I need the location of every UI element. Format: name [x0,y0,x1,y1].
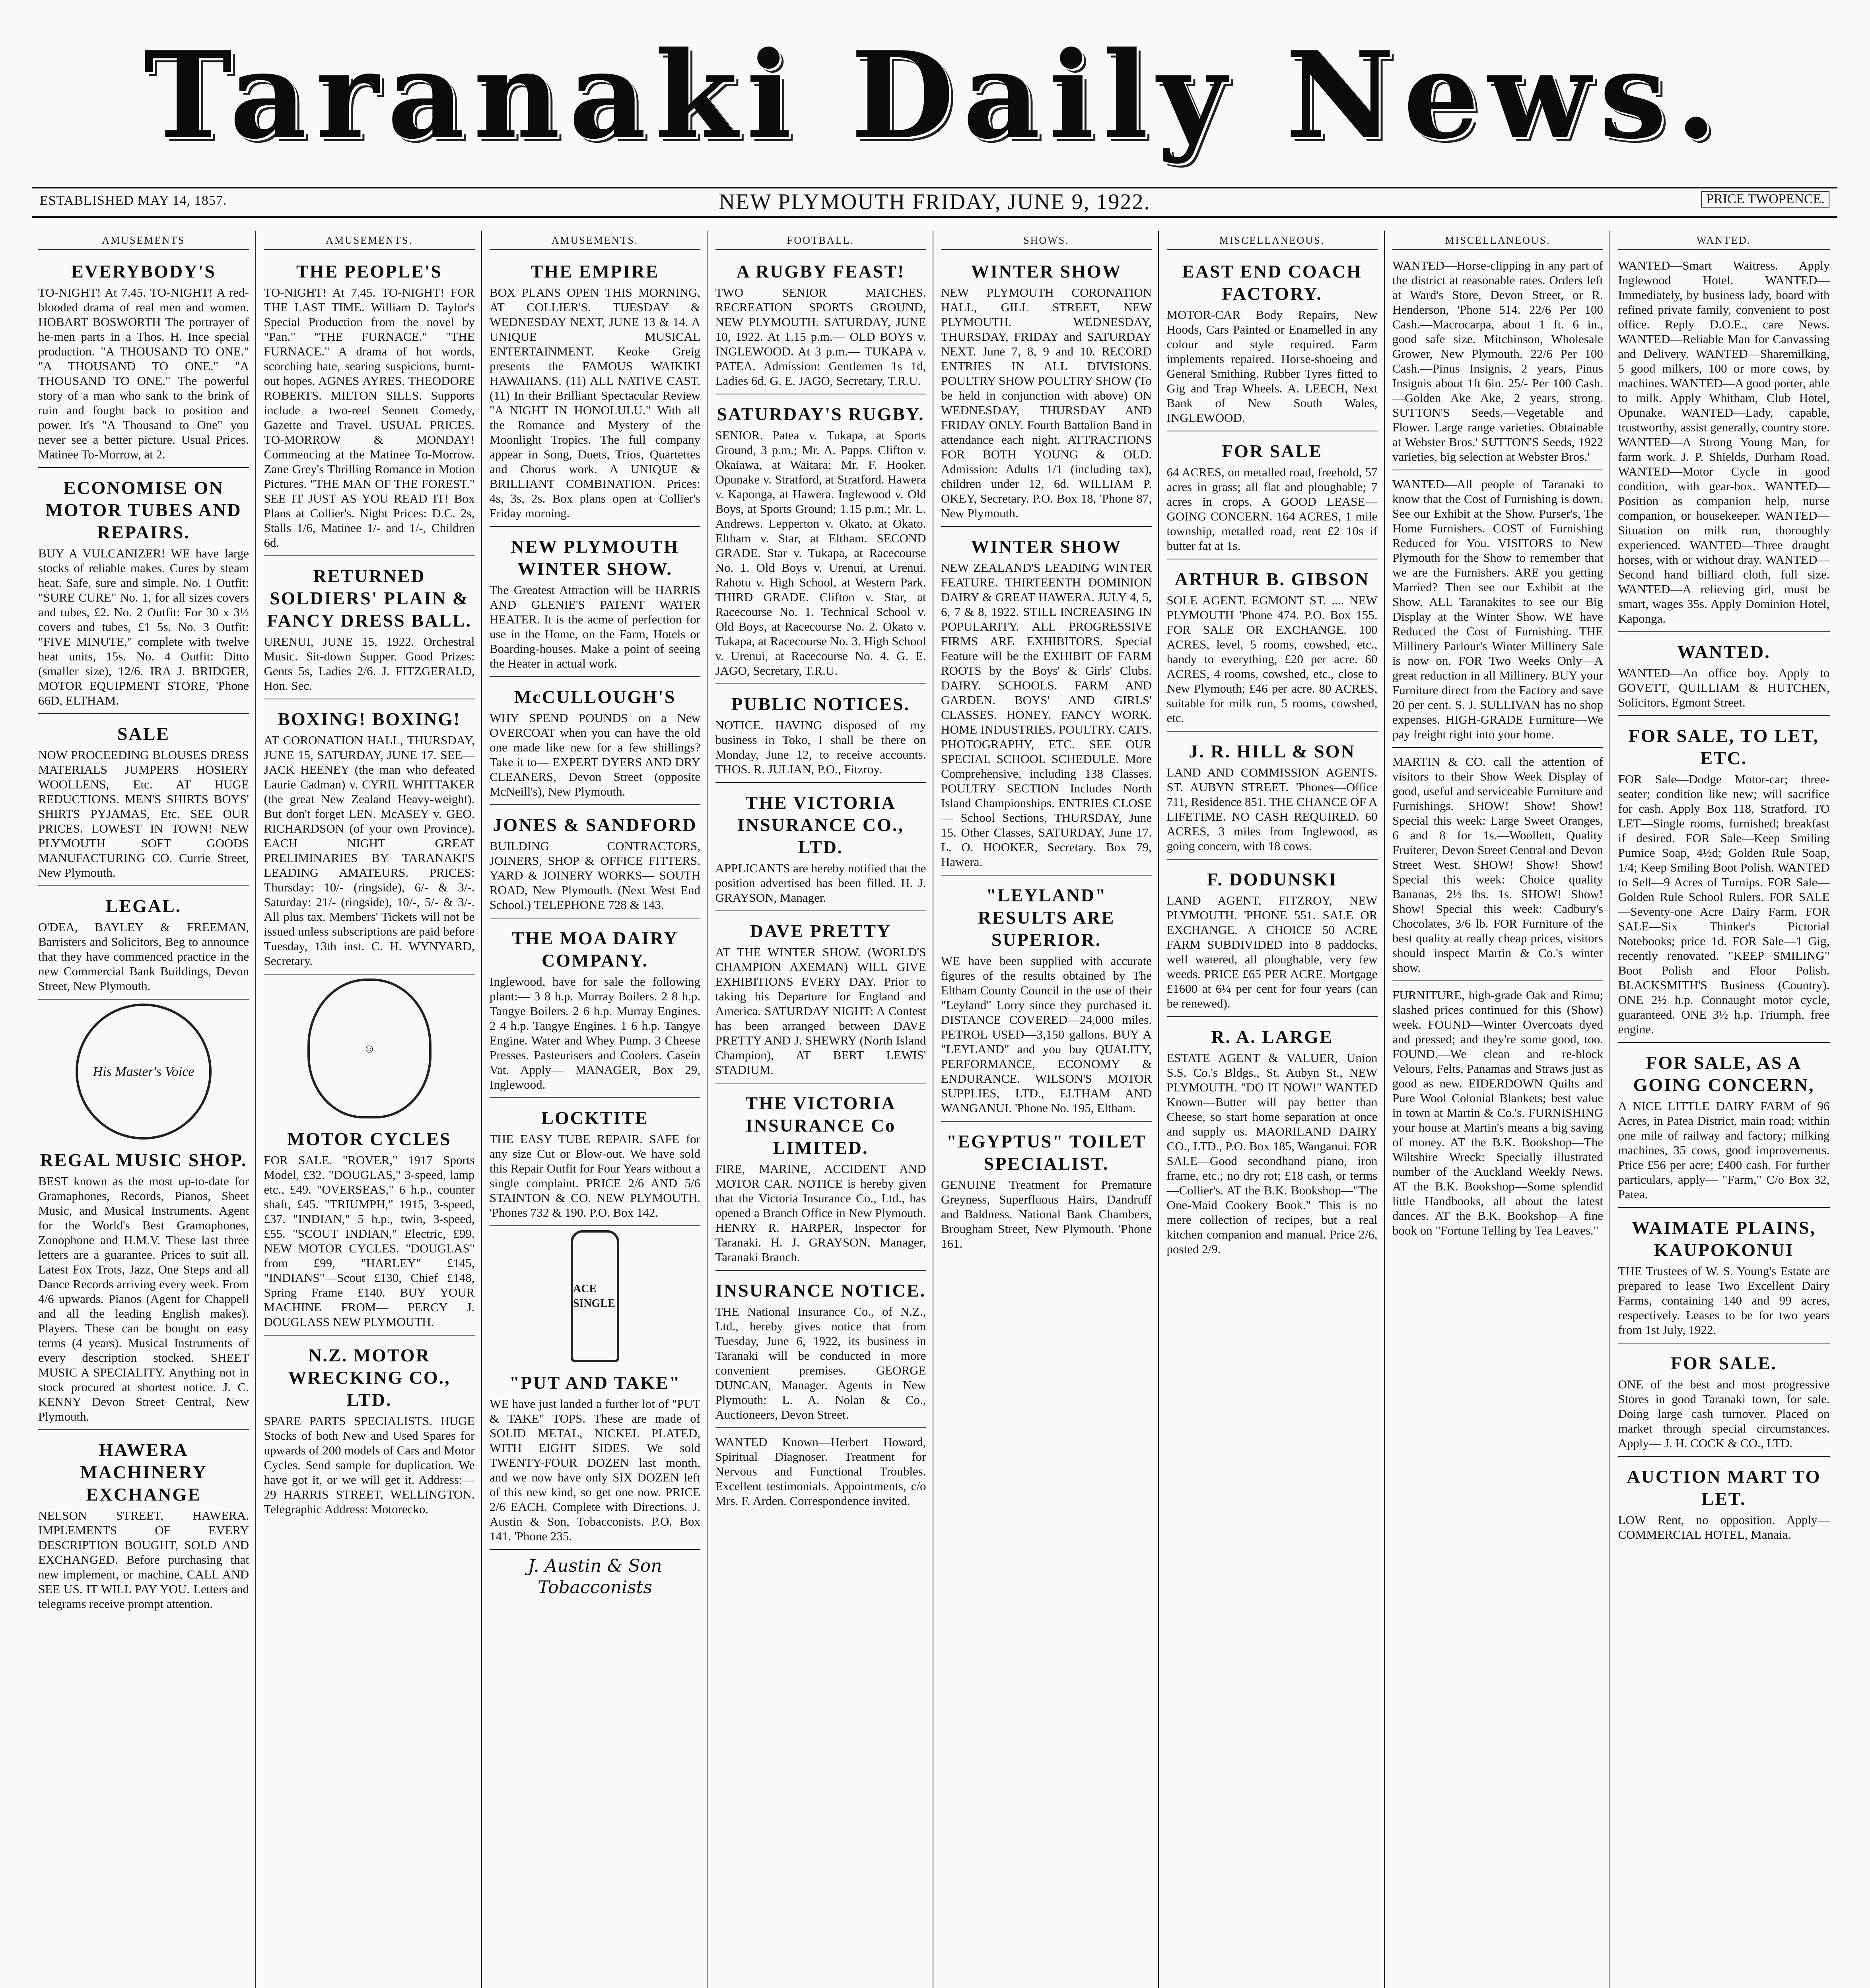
advertisement [264,255,475,556]
ad-body: SENIOR. Patea v. Tukapa, at Sports Ground, 3 p.m.; Mr. A. Papps. Clifton v. Okaiawa, at Waitara; Mr. F. Hooker. Opunake v. Stratford, at Stratford. Hawera v. Kaponga, at Hawera. Inglewood v. Old Boys, at Sports Ground; 1.15 p.m.; Mr. L. Andrews. Lepperton v. Okato, at Okato. Eltham v. Star, at Eltham. SECOND GRADE. Star v. Tukapa, at Racecourse No. 1. Old Boys v. Urenui, at Urenui. Rahotu v. High School, at Western Park. THIRD GRADE. Clifton v. Star, at Racecourse No. 1. Technical School v. Old Boys, at Racecourse No. 2. Okato v. Tukapa, at Racecourse No. 3. High School v. Urenui, at Racecourse No. 4. G. E. JAGO, Secretary, T.R.U. [715,428,926,678]
ad-body: LOW Rent, no opposition. Apply— COMMERCIAL HOTEL, Manaia. [1618,1513,1830,1541]
ad-body: TO-NIGHT! At 7.45. TO-NIGHT! A red-blooded drama of real men and women. HOBART BOSWORTH The portrayer of he-men parts in a Thos. H. Ince special production. "A THOUSAND TO ONE." "A THOUSAND TO ONE." "A THOUSAND TO ONE." The powerful story of a man who sank to the brink of ruin and fought back to position and power. It's "A Thousand to One" you never see a better picture. Usual Prices. Matinee To-Morrow, at 2. [38,285,249,461]
bottle-illustration: ACE SINGLE [571,1230,619,1362]
advertisement [1167,863,1378,1017]
ad-body: FOR SALE. "ROVER," 1917 Sports Model, £32. "DOUGLAS," 3-speed, lamp etc., £49. "OVERSEAS," 6 h.p., counter shaft, £45. "TRIUMPH," 1915, 3-speed, £37. "INDIAN," 5 h.p., twin, 3-speed, £55. "SCOUT INDIAN," Electric, £99. NEW MOTOR CYCLES. "DOUGLAS" from £99, "HARLEY" £145, "INDIANS"—Scout £130, Chief £148, Spring Frame £140. BUY YOUR MACHINE FROM— PERCY J. DOUGLASS NEW PLYMOUTH. [264,1153,475,1329]
column-6 [1160,231,1385,1988]
advertisement [715,255,926,394]
ad-body: SOLE AGENT. EGMONT ST. .... NEW PLYMOUTH 'Phone 474. P.O. Box 155. FOR SALE OR EXCHANGE. 100 ACRES, level, 5 rooms, cowshed, etc., handy to everything, £20 per acre. 60 ACRES, 4 rooms, cowshed, etc., close to New Plymouth; £46 per acre. 80 ACRES, suitable for milk run, 5 rooms, cowshed, etc. [1166,593,1378,725]
ad-body: THE Trustees of W. S. Young's Estate are prepared to lease Two Excellent Dairy Farms, containing 140 and 99 acres, respectively. Leases to be for two years from 1st July, 1922. [1618,1264,1830,1337]
ad-title: ARTHUR B. GIBSON [1174,569,1370,589]
advertisement [38,471,249,714]
ad-body: FOR Sale—Dodge Motor-car; three-seater; condition like new; will sacrifice for cash. Apply Box 118, Stratford. TO LET—Single rooms, furnished; breakfast if desired. FOR Sale—Keep Smiling Pumice Soap, 4½d; Golden Rule Soap, 1/4; Keep Smiling Boot Polish. WANTED to Sell—9 Acres of Turnips. FOR Sale—Golden Rule School Rulers. FOR SALE—Seventy-one Acre Dairy Farm. FOR SALE—Six Thinker's Pictorial Notebooks; price 1d. FOR Sale—1 Gig, recently renovated. "KEEP SMILING" Boot Polish and Floor Polish. BLACKSMITH'S Business (Country). ONE 2½ h.p. Connaught motor cycle, guaranteed. ONE 3½ h.p. Triumph, free engine. [1618,772,1830,1036]
ad-title: AUCTION MART TO LET. [1627,1466,1821,1509]
column-2 [258,231,482,1988]
column-header: AMUSEMENTS. [490,233,700,250]
ad-body: TO-NIGHT! At 7.45. TO-NIGHT! FOR THE LAST TIME. William D. Taylor's Special Production from the novel by "Pan." "THE FURNACE." "THE FURNACE." A drama of hot words, scorching hate, searing suspicions, burnt-out hopes. AGNES AYRES. THEODORE ROBERTS. MILTON SILLS. Supports include a two-reel Sennett Comedy, Gazette and Travel. USUAL PRICES. TO-MORROW & MONDAY! Commencing at the Matinee To-Morrow. Zane Grey's Thrilling Romance in Motion Pictures. "THE MAN OF THE FOREST." SEE IT JUST AS YOU READ IT! Box Plans at Collier's. Night Prices: D.C. 2s, Stalls 1/6, Matinee 1/- and 1/-, Children 6d. [264,285,475,549]
ad-body: NOW PROCEEDING BLOUSES DRESS MATERIALS JUMPERS HOSIERY WOOLLENS, Etc. AT HUGE REDUCTIONS. MEN'S SHIRTS BOYS' SHIRTS PYJAMAS, Etc. SEE OUR PRICES. LOWEST IN TOWN! NEW PLYMOUTH SOFT GOODS MANUFACTURING CO. Currie Street, New Plymouth. [38,748,249,879]
advertisement [941,879,1152,1122]
advertisement [1392,751,1603,981]
ad-title: NEW PLYMOUTH WINTER SHOW. [511,536,679,579]
advertisement [1618,719,1830,1043]
ad-body: AT CORONATION HALL, THURSDAY, JUNE 15, SATURDAY, JUNE 17. SEE— JACK HEENEY (the man who defeated Laurie Cadman) v. CYRIL WHITTAKER (the great New Zealand Heavy-weight). But don't forget LEN. McASEY v. GEO. RICHARDSON (of your own Province). EACH NIGHT GREAT PRELIMINARIES BY TARANAKI'S LEADING AMATEURS. PRICES: Thursday: 10/- (ringside), 6/- & 3/-. Saturday: 21/- (ringside), 10/-, 5/- & 3/-. All plus tax. Members' Tickets will not be issued unless subscriptions are paid before Tuesday, 13th inst. C. H. WYNYARD, Secretary. [264,733,475,968]
advertisement [715,1274,926,1428]
ad-title: A RUGBY FEAST! [736,261,905,282]
ad-title: WINTER SHOW [971,261,1122,282]
ad-title: WINTER SHOW [971,536,1122,557]
ad-title: R. A. LARGE [1211,1027,1333,1047]
ad-title: ECONOMISE ON MOTOR TUBES AND REPAIRS. [45,478,242,542]
advertisement [1618,1211,1830,1343]
established-text: ESTABLISHED MAY 14, 1857. [40,193,227,208]
advertisement [264,1339,475,1522]
ad-body: LAND AGENT, FITZROY, NEW PLYMOUTH. 'PHONE 551. SALE OR EXCHANGE. A CHOICE 50 ACRE FARM SUBDIVIDED into 8 paddocks, well watered, all ploughable, very few weeds. PRICE £65 PER ACRE. Mortgage £1600 at 6¼ per cent for four years (can be renewed). [1166,893,1378,1010]
advertisement [715,687,926,783]
ad-title: WANTED. [1677,642,1771,662]
ad-title: EAST END COACH FACTORY. [1182,261,1362,304]
ad-title: N.Z. MOTOR WRECKING CO., LTD. [288,1345,451,1410]
advertisement [1167,1020,1378,1262]
ad-title: THE VICTORIA INSURANCE CO., LTD. [737,792,904,857]
handwritten-signature: J. Austin & Son Tobacconists [528,1556,662,1598]
advertisement [38,1143,249,1430]
ad-body: BUILDING CONTRACTORS, JOINERS, SHOP & OFFICE FITTERS. YARD & JOINERY WORKS— SOUTH ROAD, New Plymouth. (Next West End School.) TELEPHONE 728 & 143. [490,839,700,912]
ad-title: HAWERA MACHINERY EXCHANGE [80,1440,207,1505]
ad-body: AT THE WINTER SHOW. (WORLD'S CHAMPION AXEMAN) WILL GIVE EXHIBITIONS EVERY DAY. Prior to taking his Departure for England and America. SATURDAY NIGHT: A Contest has been arranged between DAVE PRETTY AND J. SHEWRY (North Island Champion), AT BERT LEWIS' STADIUM. [715,945,926,1077]
advertisement [490,255,700,527]
column-header: MISCELLANEOUS. [1167,233,1378,250]
ad-body: ONE of the best and most progressive Stores in good Taranaki town, for sale. Doing large cash turnover. Placed on market through special circumstances. Apply— J. H. COCK & CO., LTD. [1618,1377,1830,1450]
issue-date: NEW PLYMOUTH FRIDAY, JUNE 9, 1922. [719,190,1151,214]
ad-body: GENUINE Treatment for Premature Greyness, Superfluous Hairs, Dandruff and Baldness. National Bank Chambers, Brougham Street, New Plymouth. 'Phone 161. [941,1178,1152,1250]
ad-body: THE National Insurance Co., of N.Z., Ltd., hereby gives notice that from Tuesday, June 6, 1922, its business in Taranaki will be conducted in more convenient premises. GEORGE DUNCAN, Manager. Agents in New Plymouth: L. A. Nolan & Co., Auctioneers, Devon Street. [715,1305,926,1421]
ad-title: INSURANCE NOTICE. [715,1280,926,1301]
advertisement [38,717,249,886]
ad-body: WHY SPEND POUNDS on a New OVERCOAT when you can have the old one made like new for a few shillings? Take it to— EXPERT DYERS AND DRY CLEANERS, Devon Street (opposite McNeill's), New Plymouth. [490,711,700,798]
column-header: AMUSEMENTS. [264,233,475,250]
advertisement [715,914,926,1083]
column-header: AMUSEMENTS [38,233,249,250]
ad-body: WANTED—All people of Taranaki to know that the Cost of Furnishing is down. See our Exhibit at the Show. Purser's, The Home Furnishers. COST of Furnishing Reduced for You. VISITORS to New Plymouth for the Show to remember that we are the Furnishers. ARE you getting Married? Then see our Exhibit at the Show. ALL Taranakites to see our Big Display at the Winter Show. WE have Reduced the Cost of Furnishing. THE Millinery Parlour's Winter Millinery Sale is now on. FOR Two Weeks Only—A great reduction in all Millinery. BUY your Furniture direct from the Factory and save 20 per cent. S. J. SULLIVAN has no shop expenses. HIGH-GRADE Furniture—We pay freight right into your home. [1392,477,1603,741]
ad-title: FOR SALE. [1670,1353,1777,1373]
ad-body: NOTICE. HAVING disposed of my business in Toko, I shall be there on Monday, June 12, to receive accounts. THOS. R. JULIAN, P.O., Fitzroy. [715,718,926,776]
advertisement [1167,735,1378,860]
ad-body: FURNITURE, high-grade Oak and Rimu; slashed prices continued for this (Show) week. FOUND—Winter Overcoats dyed and pressed; and they're some good, too. FOUND.—We clean and re-block Velours, Felts, Panamas and Straws just as good as new. EIDERDOWN Quilts and Pure Wool Colonial Blankets; best value in town at Martin & Co.'s. FURNISHING your house at Martin's means a big saving of money. AT the B.K. Bookshop—The Wiltshire Wreck: Specially illustrated number of the Auckland Weekly News. AT the B.K. Bookshop—Some splendid little Handbooks, all about the latest dances. AT the B.K. Bookshop—A fine book on "Fortune Telling by Tea Leaves." [1392,988,1603,1237]
ad-body: WANTED—An office boy. Apply to GOVETT, QUILLIAM & HUTCHEN, Solicitors, Egmont Street. [1618,666,1830,709]
ad-title: FOR SALE, TO LET, ETC. [1628,726,1819,768]
ad-title: THE EMPIRE [531,261,659,282]
ad-title: FOR SALE, AS A GOING CONCERN, [1633,1052,1815,1095]
ad-body: WANTED—Smart Waitress. Apply Inglewood Hotel. WANTED—Immediately, by business lady, board with refined private family, convenient to post office. Reply D.O.E., care News. WANTED—Reliable Man for Canvassing and Delivery. WANTED—Sharemilking, 5 good milkers, 100 or more cows, by machines. WANTED—A good porter, able to milk. Apply Whitham, Club Hotel, Opunake. WANTED—Lady, capable, trustworthy, assist generally, country store. WANTED—A Strong Young Man, for farm work. J. P. Shields, Durham Road. WANTED—Motor Cycle in good condition, with gear-box. WANTED—Position as companion help, nurse companion, or housekeeper. WANTED—Situation on milk run, thoroughly experienced. WANTED—Three draught horses, with or without dray. WANTED—Second hand billiard cloth, full size. WANTED—A relieving girl, must be smart, wages 35s. Apply Dominion Hotel, Kaponga. [1618,258,1830,625]
advertisement [941,530,1152,876]
ad-body: BUY A VULCANIZER! WE have large stocks of reliable makes. Cures by steam heat. Safe, sure and simple. No. 1 Outfit: "SURE CURE" No. 1, for all sizes covers and tubes, £2. No. 2 Outfit: For 30 x 3½ covers and tubes, £1 5s. No. 3 Outfit: "FIVE MINUTE," complete with twelve heat units, 15s. No. 4 Outfit: Ditto (smaller size), 12/6. IRA J. BRIDGER, MOTOR EQUIPMENT STORE, 'Phone 66D, ELTHAM. [38,546,249,707]
column-5 [935,231,1159,1988]
advertisement [1618,1460,1830,1547]
ad-title: LEGAL. [105,896,182,916]
column-header: FOOTBALL. [715,233,926,250]
price-box: PRICE TWOPENCE. [1701,191,1829,208]
advertisement [1618,1347,1830,1457]
advertisement [264,703,475,975]
ad-body: WE have just landed a further lot of "PUT & TAKE" TOPS. These are made of SOLID METAL, NICKEL PLATED, WITH EIGHT SIDES. We sold TWENTY-FOUR DOZEN last month, and we now have only SIX DOZEN left of this new kind, so get one now. PRICE 2/6 EACH. Complete with Directions. J. Austin & Son, Tobacconists. P.O. Box 141. 'Phone 235. [490,1397,700,1543]
ad-title: LOCKTITE [541,1108,649,1128]
advertisement [490,1101,700,1226]
ad-body: Inglewood, have for sale the following plant:— 3 8 h.p. Murray Boilers. 2 8 h.p. Tangye Boilers. 2 6 h.p. Murray Engines. 2 4 h.p. Tangye Engines. 1 6 h.p. Tangye Engine. Water and Whey Pump. 3 Cheese Presses. Pasteurisers and Coolers. Casein Vat. Apply— MANAGER, Box 29, Inglewood. [490,975,700,1091]
ad-body: NEW ZEALAND'S LEADING WINTER FEATURE. THIRTEENTH DOMINION DAIRY & GREAT HAWERA. JULY 4, 5, 6, 7 & 8, 1922. STILL INCREASING IN POPULARITY. ALL PROGRESSIVE FIRMS ARE EXHIBITORS. Special Feature will be the EXHIBIT OF FARM ROOTS by the Boys' & Girls' Clubs. DAIRY. SCHOOLS. FARM AND GARDEN. BOYS' AND GIRLS' CLASSES. HONEY. FANCY WORK. HOME INDUSTRIES. POULTRY. CATS. PHOTOGRAPHY, ETC. SEE OUR SPECIAL SCHOOL SCHEDULE. More Comprehensive, including 138 Classes. POULTRY SECTION Includes North Island Championships. ENTRIES CLOSE— School Sections, THURSDAY, June 15. Other Classes, SATURDAY, June 17. L. O. HOOKER, Secretary. Box 79, Hawera. [941,561,1152,869]
ad-body: MARTIN & CO. call the attention of visitors to their Show Week Display of good, useful and serviceable Furniture and Furnishings. SHOW! Show! Show! Special this week: Large Sweet Oranges, 6 and 8 for 1s.—Woollett, Quality Fruiterer, Devon Street Central and Devon Street West. SHOW! Show! Show! Special this week: Choice quality Bananas, 2½ lbs. 1s. SHOW! Show! Show! Special this week: Cadbury's Chocolates, 3/6 lb. FOR Furniture of the best quality at really cheap prices, visitors should inspect Martin & Co.'s winter show. [1392,755,1603,975]
ad-body: The Greatest Attraction will be HARRIS AND GLENIE'S PATENT WATER HEATER. It is the acme of perfection for use in the Home, on the Farm, Hotels or Boarding-houses. Make a point of seeing the Heater in actual work. [490,583,700,670]
ad-title: "LEYLAND" RESULTS ARE SUPERIOR. [978,885,1115,950]
ad-body: BOX PLANS OPEN THIS MORNING, AT COLLIER'S. TUESDAY & WEDNESDAY NEXT, JUNE 13 & 14. A UNIQUE MUSICAL ENTERTAINMENT. Keoke Greig presents the FAMOUS WAIKIKI HAWAIIANS. (11) ALL NATIVE CAST. (11) In their Brilliant Spectacular Review "A NIGHT IN HONOLULU." With all the Romance and Mystery of the Moonlight Tropics. The full company appear in Song, Duets, Trios, Quartettes and Chorus work. A UNIQUE & BRILLIANT COMBINATION. Prices: 4s, 3s, 2s. Box plans open at Collier's Friday morning. [490,285,700,520]
ad-title: SALE [117,724,170,744]
column-header: MISCELLANEOUS. [1392,233,1603,250]
ad-body: LAND AND COMMISSION AGENTS. ST. AUBYN STREET. 'Phones—Office 711, Residence 851. THE CHANCE OF A LIFETIME. NO CASH REQUIRED. 60 ACRES, 3 miles from Inglewood, as going concern, with 18 cows. [1166,765,1378,853]
column-7 [1386,231,1610,1988]
ad-body: WANTED Known—Herbert Howard, Spiritual Diagnoser. Treatment for Nervous and Functional Troubles. Excellent testimonials. Appointments, c/o Mrs. F. Arden. Correspondence invited. [715,1435,926,1508]
ad-body: ESTATE AGENT & VALUER, Union S.S. Co.'s Bldgs., St. Aubyn St., NEW PLYMOUTH. "DO IT NOW!" WANTED Known—Butter will pay better than Cheese, so start home separation at once and supply us. MAORILAND DAIRY CO., LTD., P.O. Box 185, Wanganui. FOR SALE—Good secondhand piano, iron frame, etc.; no dry rot; £18 cash, or terms—Collier's. AT the B.K. Bookshop—"The One-Maid Cookery Book." This is no mere collection of recipes, but a real kitchen companion and manual. Price 2/6, posted 2/9. [1166,1051,1378,1256]
advertisement [715,786,926,911]
ad-body: SPARE PARTS SPECIALISTS. HUGE Stocks of both New and Used Spares for upwards of 200 models of Cars and Motor Cycles. Send sample for duplication. We have got it, or we will get it. Address:— 29 HARRIS STREET, WELLINGTON. Telegraphic Address: Motorecko. [264,1414,475,1516]
ad-title: BOXING! BOXING! [278,709,461,729]
advertisement [264,559,475,699]
advertisement [1618,1046,1830,1208]
ad-title: THE VICTORIA INSURANCE Co LIMITED. [745,1093,896,1158]
ad-title: PUBLIC NOTICES. [731,694,910,714]
ad-title: FOR SALE [1222,441,1322,461]
advertisement [1618,635,1830,716]
advertisement [1618,255,1830,632]
advertisement [1167,255,1378,431]
advertisement [715,1087,926,1271]
advertisement [941,255,1152,527]
his-masters-voice-logo: His Master's Voice [76,1004,212,1140]
ad-body: 64 ACRES, on metalled road, freehold, 57 acres in grass; all flat and ploughable; 7 acres in crops. A GOOD LEASE—GOING CONCERN. 164 ACRES, 1 mile township, metalled road, rent £2 10s if butter fat at 1s. [1166,465,1378,553]
column-8 [1612,231,1836,1988]
column-3 [483,231,708,1988]
ad-title: J. R. HILL & SON [1189,741,1355,761]
advertisement [1167,563,1378,732]
advertisement [1392,474,1603,748]
advertisement [941,1125,1152,1256]
advertisement [1392,984,1603,1243]
ad-title: MOTOR CYCLES [287,1129,451,1149]
ad-body: THE EASY TUBE REPAIR. SAFE for any size Cut or Blow-out. We have sold this Repair Outfit for Four Years without a single complaint. PRICE 2/6 AND 5/6 STAINTON & CO. NEW PLYMOUTH. 'Phones 732 & 190. P.O. Box 142. [490,1132,700,1219]
ad-title: RETURNED SOLDIERS' PLAIN & FANCY DRESS BALL. [267,566,472,631]
advertisement [1392,255,1603,470]
ad-body: NELSON STREET, HAWERA. IMPLEMENTS OF EVERY DESCRIPTION BOUGHT, SOLD AND EXCHANGED. Before purchasing that new implement, or machine, CALL AND SEE US. IT WILL PAY YOU. Letters and telegrams receive prompt attention. [38,1508,249,1611]
ad-title: WAIMATE PLAINS, KAUPOKONUI [1631,1217,1816,1260]
ad-body: WANTED—Horse-clipping in any part of the district at reasonable rates. Orders left at Ward's Store, Devon Street, or R. Henderson, 'Phone 514. 22/6 Per 100 Cash.—Macrocarpa, about 1 ft. 6 in., good safe size. Mitchinson, Wholesale Grower, New Plymouth. 22/6 Per 100 Cash.—Pinus Insignis, 2 years, Pinus Insignis about 1ft 6in. 25/- Per 100 Cash.—Golden Ake Ake, 2 years, strong. SUTTON'S Seeds.—Vegetable and Flower. Large range varieties. Obtainable at Webster Bros.' SUTTON'S Seeds, 1922 varieties, big selection at Webster Bros.' [1392,258,1603,464]
column-header: SHOWS. [941,233,1152,250]
column-1 [32,231,256,1988]
ad-title: DAVE PRETTY [750,921,892,941]
ad-title: SATURDAY'S RUGBY. [717,404,925,424]
ad-title: EVERYBODY'S [71,261,216,282]
dateline [32,187,1837,218]
masthead-title: Taranaki Daily News. [143,25,1726,165]
advertisement [38,1433,249,1617]
ad-body: O'DEA, BAYLEY & FREEMAN, Barristers and Solicitors, Beg to announce that they have commenced practice in the new Commercial Bank Buildings, Devon Street, New Plymouth. [38,920,249,993]
advertisement [264,1122,475,1336]
advertisement [490,1366,700,1550]
ad-title: "EGYPTUS" TOILET SPECIALIST. [946,1131,1147,1174]
ad-title: THE MOA DAIRY COMPANY. [511,928,678,971]
ad-title: "PUT AND TAKE" [509,1373,681,1393]
cartoon-face-illustration: ☺ [307,978,432,1118]
ad-body: NEW PLYMOUTH CORONATION HALL, GILL STREET, NEW PLYMOUTH. WEDNESDAY, THURSDAY, FRIDAY and SATURDAY NEXT. June 7, 8, 9 and 10. RECORD ENTRIES IN ALL DIVISIONS. POULTRY SHOW POULTRY SHOW (To be held in conjunction with above) ON WEDNESDAY, THURSDAY AND FRIDAY ONLY. Fourth Battalion Band in attendance each night. ATTRACTIONS FOR BOTH YOUNG & OLD. Admission: Adults 1/1 (including tax), children under 12, 6d. WILLIAM P. OKEY, Secretary. P.O. Box 18, 'Phone 87, New Plymouth. [941,285,1152,520]
ad-title: REGAL MUSIC SHOP. [40,1150,247,1170]
column-4 [709,231,933,1988]
advertisement [715,398,926,684]
advertisement [490,680,700,805]
advertisement [38,255,249,468]
ad-body: A NICE LITTLE DAIRY FARM of 96 Acres, in Patea District, main road; within one mile of railway and factory; milking machines, 35 cows, good improvements. Price £56 per acre; £400 cash. For further particulars, apply— "Farm," C/o Box 32, Patea. [1618,1099,1830,1201]
ad-body: FIRE, MARINE, ACCIDENT AND MOTOR CAR. NOTICE is hereby given that the Victoria Insurance Co., Ltd., has opened a Branch Office in New Plymouth. HENRY R. HARPER, Inspector for Taranaki. H. J. GRAYSON, Manager, Taranaki Branch. [715,1162,926,1264]
ad-body: BEST known as the most up-to-date for Gramaphones, Records, Pianos, Sheet Music, and Musical Instruments. Agent for the World's Best Gramophones, Zonophone and H.M.V. These last three letters are a guarantee. Prices to suit all. Latest Fox Trots, Jazz, One Steps and all Dance Records arriving every week. From 4/6 upwards. Pianos (Agent for Chappell and all the leading English makes). Players. These can be bought on easy terms (4 years). Musical Instruments of every description stocked. SHEET MUSIC A SPECIALITY. Anything not in stock procured at shortest notice. J. C. KENNY Devon Street Central, New Plymouth. [38,1174,249,1423]
ad-body: APPLICANTS are hereby notified that the position advertised has been filled. H. J. GRAYSON, Manager. [715,861,926,905]
advertisement [490,530,700,677]
advertisement [38,889,249,1000]
ad-title: F. DODUNSKI [1207,869,1337,889]
ad-body: URENUI, JUNE 15, 1922. Orchestral Music. Sit-down Supper. Good Prizes: Gents 5s, Ladies 2/6. J. FITZGERALD, Hon. Sec. [264,635,475,693]
advertisement [490,922,700,1098]
column-header: WANTED. [1618,233,1830,250]
ad-title: McCULLOUGH'S [514,687,676,707]
ad-body: WE have been supplied with accurate figures of the results obtained by The Eltham County Council in the use of their "Leyland" Lorry since they purchased it. DISTANCE COVERED—24,000 miles. PETROL USED—3,150 gallons. BUY A "LEYLAND" and you buy QUALITY, PERFORMANCE, ECONOMY & ENDURANCE. WILSON'S MOTOR SUPPLIES, LTD., ELTHAM AND WANGANUI. 'Phone No. 195, Eltham. [941,954,1152,1115]
advertisement [490,808,700,918]
ad-title: THE PEOPLE'S [296,261,443,282]
advertisement [715,1431,926,1514]
ad-body: MOTOR-CAR Body Repairs, New Hoods, Cars Painted or Enamelled in any colour and style required. Farm implements repaired. Horse-shoeing and General Smithing. Rubber Tyres fitted to Gig and Trap Wheels. A. LEECH, Next Bank of New South Wales, INGLEWOOD. [1166,308,1378,425]
ad-title: JONES & SANDFORD [493,815,697,835]
advertisement [1167,435,1378,559]
ad-body: TWO SENIOR MATCHES. RECREATION SPORTS GROUND, NEW PLYMOUTH. SATURDAY, JUNE 10, 1922. At 1.15 p.m.— OLD BOYS v. INGLEWOOD. At 3 p.m.— TUKAPA v. PATEA. Admission: Gentlemen 1s 1d, Ladies 6d. G. E. JAGO, Secretary, T.R.U. [715,285,926,388]
